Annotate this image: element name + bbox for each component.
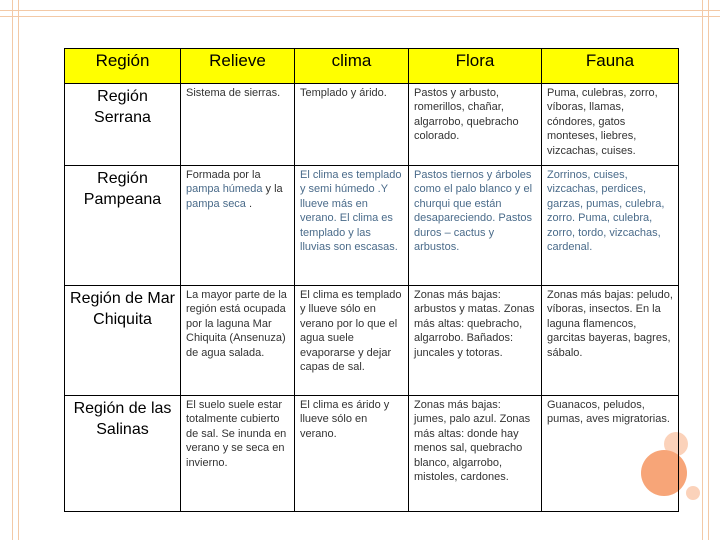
- row-region: Región de Mar Chiquita: [65, 286, 181, 396]
- row-clima: El clima es templado y llueve sólo en verano por lo que el agua suele evaporarse y dejar capas de sal.: [295, 286, 409, 396]
- row-flora: Pastos y arbusto, romerillos, chañar, algarrobo, quebracho colorado.: [409, 84, 542, 166]
- header-flora: Flora: [409, 49, 542, 84]
- row-region: Región Serrana: [65, 84, 181, 166]
- row-relieve: [181, 166, 295, 286]
- row-relieve: Sistema de sierras.: [181, 84, 295, 166]
- row-relieve: El suelo suele estar totalmente cubierto de sal. Se inunda en verano y se seca en invierno.: [181, 396, 295, 512]
- row-flora: Pastos tiernos y árboles como el palo blanco y el churqui que están desapareciendo. Pastos duros – cactus y arbustos.: [409, 166, 542, 286]
- regions-table: [64, 48, 679, 512]
- table-row: [65, 286, 679, 396]
- table-row: [65, 84, 679, 166]
- row-flora: Zonas más bajas: arbustos y matas. Zonas más altas: quebracho, algarrobo. Bañados: juncales y totoras.: [409, 286, 542, 396]
- row-relieve: La mayor parte de la región está ocupada por la laguna Mar Chiquita (Ansenuza) de agua salada.: [181, 286, 295, 396]
- frame-line-top: [0, 10, 720, 11]
- row-clima: Templado y árido.: [295, 84, 409, 166]
- header-clima: clima: [295, 49, 409, 84]
- row-region: Región de las Salinas: [65, 396, 181, 512]
- relieve-link-pampa-seca: pampa seca: [186, 197, 246, 210]
- table-row: [65, 396, 679, 512]
- row-clima: El clima es árido y llueve sólo en verano.: [295, 396, 409, 512]
- frame-line-left-inner: [18, 0, 19, 540]
- header-fauna: Fauna: [542, 49, 679, 84]
- header-region: Región: [65, 49, 181, 84]
- row-clima: El clima es templado y semi húmedo .Y llueve más en verano. El clima es templado y las lluvias son escasas.: [295, 166, 409, 286]
- frame-line-left: [12, 0, 13, 540]
- frame-line-right: [702, 0, 703, 540]
- relieve-text-a: Formada por la: [186, 169, 261, 181]
- relieve-text-e: .: [245, 197, 253, 210]
- table-row: [65, 166, 679, 286]
- relieve-link-pampa-humeda: pampa húmeda: [186, 183, 263, 196]
- row-fauna: Zonas más bajas: peludo, víboras, insectos. En la laguna flamencos, garcitas bayeras, bagres, sábalo.: [542, 286, 679, 396]
- row-region: Región Pampeana: [65, 166, 181, 286]
- row-fauna: Zorrinos, cuises, vizcachas, perdices, garzas, pumas, culebra, zorro. Puma, culebra, zorro, tordo, vizcachas, cardenal.: [542, 166, 679, 286]
- row-fauna: Puma, culebras, zorro, víboras, llamas, cóndores, gatos monteses, liebres, vizcachas, cuises.: [542, 84, 679, 166]
- header-relieve: Relieve: [181, 49, 295, 84]
- relieve-text-c: y la: [262, 183, 283, 196]
- frame-line-right-inner: [708, 0, 709, 540]
- table-header-row: [65, 49, 679, 84]
- row-fauna: Guanacos, peludos, pumas, aves migratorias.: [542, 396, 679, 512]
- frame-line-top-inner: [0, 16, 720, 17]
- decor-circle-small: [686, 486, 700, 500]
- row-flora: Zonas más bajas: jumes, palo azul. Zonas más altas: donde hay menos sal, quebracho blanco, algarrobo, mistoles, cardones.: [409, 396, 542, 512]
